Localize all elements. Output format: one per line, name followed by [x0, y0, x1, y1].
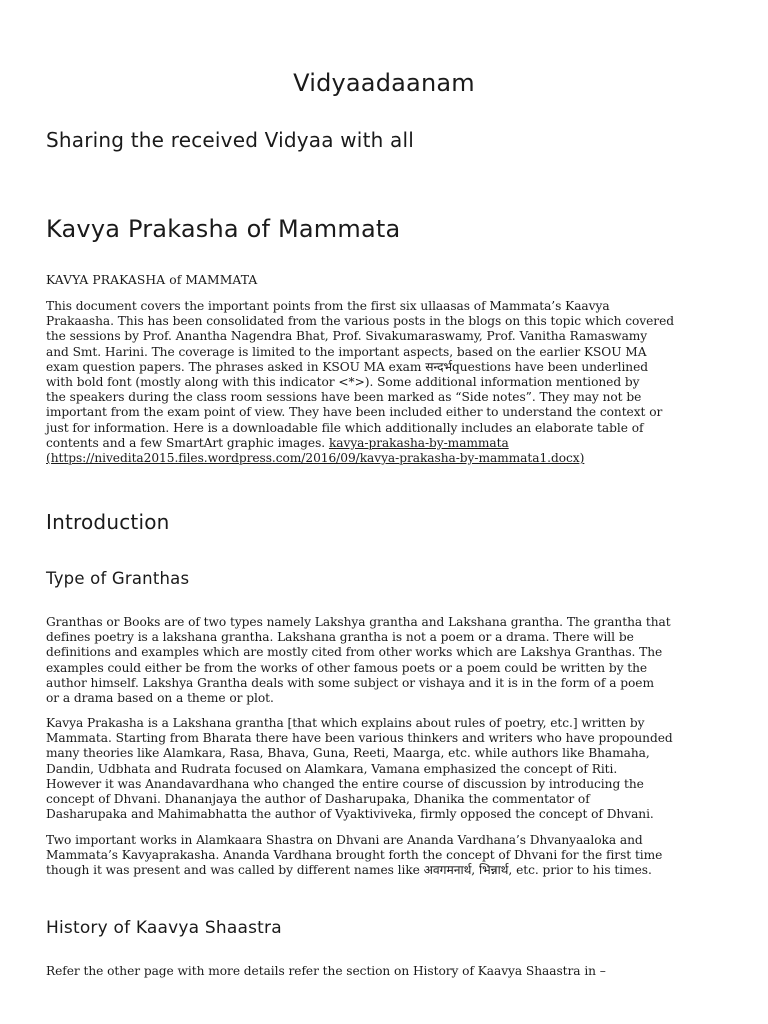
paragraph-line: Mammata. Starting from Bharata there have been various thinkers and writers who have propounded [46, 731, 673, 746]
paragraph-line: though it was present and was called by different names like अवगमनार्थ, भिन्नार्थ, etc. prior to his times. [46, 863, 652, 878]
paragraph-line: Refer the other page with more details refer the section on History of Kaavya Shaastra in – [46, 964, 606, 978]
paragraph-line: Mammata’s Kavyaprakasha. Ananda Vardhana brought forth the concept of Dhvani for the first time [46, 848, 663, 863]
site-tagline: Sharing the received Vidyaa with all [46, 128, 415, 152]
paragraph-line: concept of Dhvani. Dhananjaya the author of Dasharupaka, Dhanika the commentator of [46, 792, 590, 807]
paragraph-line: many theories like Alamkara, Rasa, Bhava, Guna, Reeti, Maarga, etc. while authors like Bhamaha, [46, 746, 650, 761]
dhvani-paragraph [46, 833, 726, 879]
paragraph-line: Granthas or Books are of two types namely Lakshya grantha and Lakshana grantha. The grantha that [46, 615, 671, 629]
paragraph-line: important from the exam point of view. They have been included either to understand the context or [46, 405, 663, 420]
paragraph-line: definitions and examples which are mostly cited from other works which are Lakshya Granthas. The [46, 645, 663, 660]
paragraph-line: the sessions by Prof. Anantha Nagendra Bhat, Prof. Sivakumaraswamy, Prof. Vanitha Ramaswamy [46, 329, 648, 344]
section-heading-history: History of Kaavya Shaastra [46, 918, 282, 938]
paragraph-line: examples could either be from the works of other famous poets or a poem could be written by the [46, 660, 648, 675]
intro-paragraph [46, 299, 726, 466]
download-link[interactable]: kavya-prakasha-by-mammata [328, 435, 509, 450]
paragraph-line: Dasharupaka and Mahimabhatta the author of Vyaktiviveka, firmly opposed the concept of Dhvani. [46, 807, 654, 822]
granthas-paragraph [46, 615, 726, 706]
paragraph-line: This document covers the important points from the first six ullaasas of Mammata’s Kaavya [46, 299, 610, 313]
paragraph-line: Prakaasha. This has been consolidated from the various posts in the blogs on this topic which covered [46, 314, 674, 329]
download-url-link[interactable]: (https://nivedita2015.files.wordpress.com/2016/09/kavya-prakasha-by-mammata1.docx) [46, 451, 585, 466]
paragraph-line: Kavya Prakasha is a Lakshana grantha [that which explains about rules of poetry, etc.] written by [46, 716, 645, 730]
post-title: Kavya Prakasha of Mammata [46, 215, 401, 243]
document-subtitle: KAVYA PRAKASHA of MAMMATA [46, 273, 258, 287]
site-title: Vidyaadaanam [293, 69, 475, 97]
section-heading-type-of-granthas: Type of Granthas [46, 569, 190, 588]
paragraph-line: or a drama based on a theme or plot. [46, 691, 274, 706]
section-heading-introduction: Introduction [46, 510, 170, 534]
paragraph-line-text: contents and a few SmartArt graphic images. [46, 435, 329, 450]
paragraph-line: defines poetry is a lakshana grantha. Lakshana grantha is not a poem or a drama. There will be [46, 630, 634, 645]
history-paragraph [46, 964, 726, 979]
paragraph-line-with-link [46, 436, 726, 451]
paragraph-line: just for information. Here is a downloadable file which additionally includes an elaborate table of [46, 420, 644, 435]
paragraph-line: Two important works in Alamkaara Shastra on Dhvani are Ananda Vardhana’s Dhvanyaaloka and [46, 833, 643, 847]
download-url-line [46, 451, 726, 466]
paragraph-line: exam question papers. The phrases asked in KSOU MA exam सन्दर्भquestions have been underlined [46, 359, 649, 374]
paragraph-line: Dandin, Udbhata and Rudrata focused on Alamkara, Vamana emphasized the concept of Riti. [46, 761, 618, 776]
kavya-prakasha-paragraph [46, 716, 726, 822]
paragraph-line: with bold font (mostly along with this indicator <*>). Some additional information mentioned by [46, 375, 640, 390]
paragraph-line: author himself. Lakshya Grantha deals with some subject or vishaya and it is in the form of a poem [46, 675, 654, 690]
paragraph-line: and Smt. Harini. The coverage is limited to the important aspects, based on the earlier KSOU MA [46, 344, 647, 359]
paragraph-line: However it was Anandavardhana who changed the entire course of discussion by introducing the [46, 776, 644, 791]
paragraph-line: the speakers during the class room sessions have been marked as “Side notes”. They may not be [46, 390, 642, 405]
